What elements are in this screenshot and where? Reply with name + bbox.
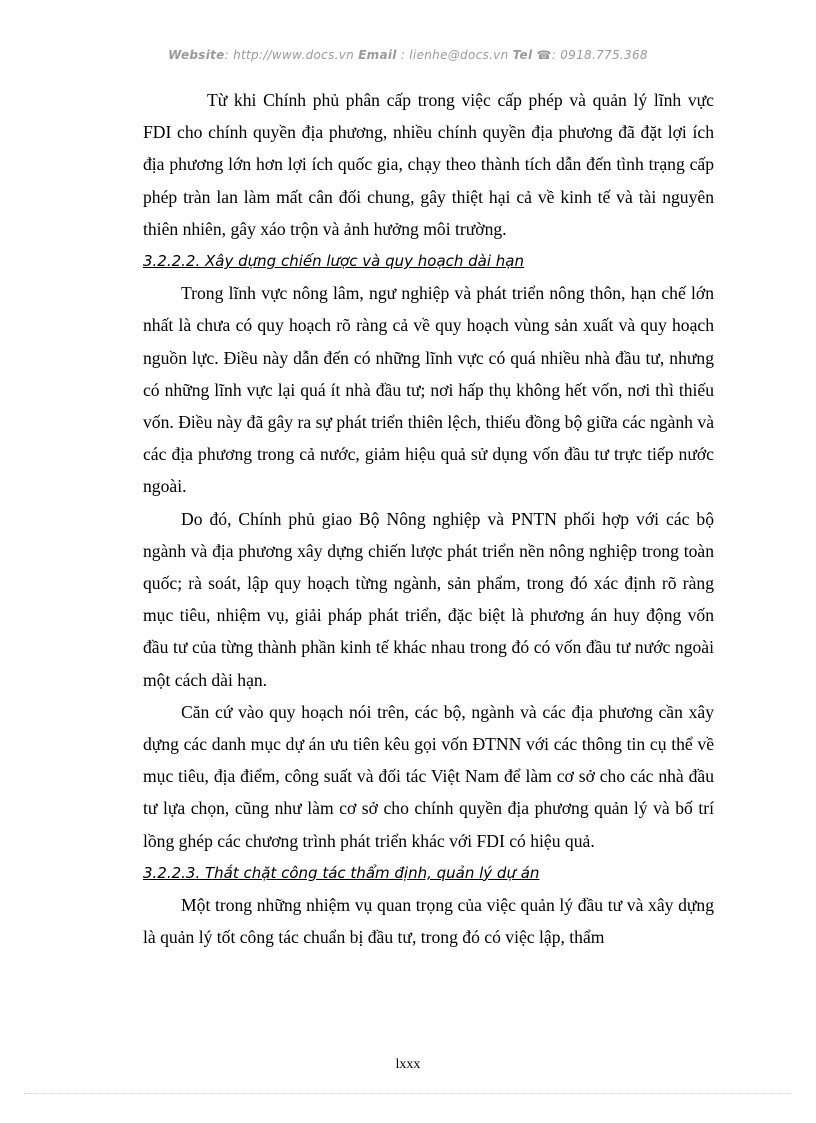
paragraph-2: Trong lĩnh vực nông lâm, ngư nghiệp và phát triển nông thôn, hạn chế lớn nhất là chưa có quy hoạch rõ ràng cả về quy hoạch vùng sản xuất và quy hoạch nguồn lực. Điều này dẫn đến có những lĩnh vực có quá nhiều nhà đầu tư, nhưng có những lĩnh vực lại quá ít nhà đầu tư; nơi hấp thụ không hết vốn, nơi thì thiếu vốn. Điều này đã gây ra sự phát triển thiên lệch, thiếu đồng bộ giữa các ngành và các địa phương trong cả nước, giảm hiệu quả sử dụng vốn đầu tư trực tiếp nước ngoài. — [143, 283, 714, 497]
document-body — [143, 84, 714, 953]
page-number: lxxx — [395, 1057, 421, 1072]
email-value: : lienhe@docs.vn — [400, 48, 509, 62]
tel-label: Tel — [512, 48, 533, 62]
website-value: : http://www.docs.vn — [224, 48, 355, 62]
tel-value: : 0918.775.368 — [551, 48, 648, 62]
phone-icon: ☎ — [536, 48, 552, 62]
email-label: Email — [358, 48, 397, 62]
paragraph-1: Từ khi Chính phủ phân cấp trong việc cấp phép và quản lý lĩnh vực FDI cho chính quyền địa phương, nhiều chính quyền địa phương đã đặt lợi ích địa phương lớn hơn lợi ích quốc gia, chạy theo thành tích dẫn đến tình trạng cấp phép tràn lan làm mất cân đối chung, gây thiệt hại cả về kinh tế và tài nguyên thiên nhiên, gây xáo trộn và ảnh hưởng môi trường. — [143, 90, 714, 239]
section-heading-3-2-2-3: 3.2.2.3. Thắt chặt công tác thẩm định, quản lý dự án — [143, 863, 540, 882]
paragraph-5: Một trong những nhiệm vụ quan trọng của việc quản lý đầu tư và xây dựng là quản lý tốt công tác chuẩn bị đầu tư, trong đó có việc lập, thẩm — [143, 895, 714, 948]
paragraph-3: Do đó, Chính phủ giao Bộ Nông nghiệp và PNTN phối hợp với các bộ ngành và địa phương xây dựng chiến lược phát triển nền nông nghiệp trong toàn quốc; rà soát, lập quy hoạch từng ngành, sản phẩm, trong đó xác định rõ ràng mục tiêu, nhiệm vụ, giải pháp phát triển, đặc biệt là phương án huy động vốn đầu tư của từng thành phần kinh tế khác nhau trong đó có vốn đầu tư nước ngoài một cách dài hạn. — [143, 508, 714, 690]
page-header — [0, 48, 816, 62]
section-heading-3-2-2-2: 3.2.2.2. Xây dựng chiến lược và quy hoạch dài hạn — [143, 252, 525, 271]
website-label: Website — [168, 48, 225, 62]
bottom-divider — [24, 1093, 792, 1094]
paragraph-4: Căn cứ vào quy hoạch nói trên, các bộ, ngành và các địa phương cần xây dựng các danh mục dự án ưu tiên kêu gọi vốn ĐTNN với các thông tin cụ thể về mục tiêu, địa điểm, công suất và đối tác Việt Nam để làm cơ sở cho các nhà đầu tư lựa chọn, cũng như làm cơ sở cho chính quyền địa phương quản lý và bố trí lồng ghép các chương trình phát triển khác với FDI có hiệu quả. — [143, 701, 714, 851]
